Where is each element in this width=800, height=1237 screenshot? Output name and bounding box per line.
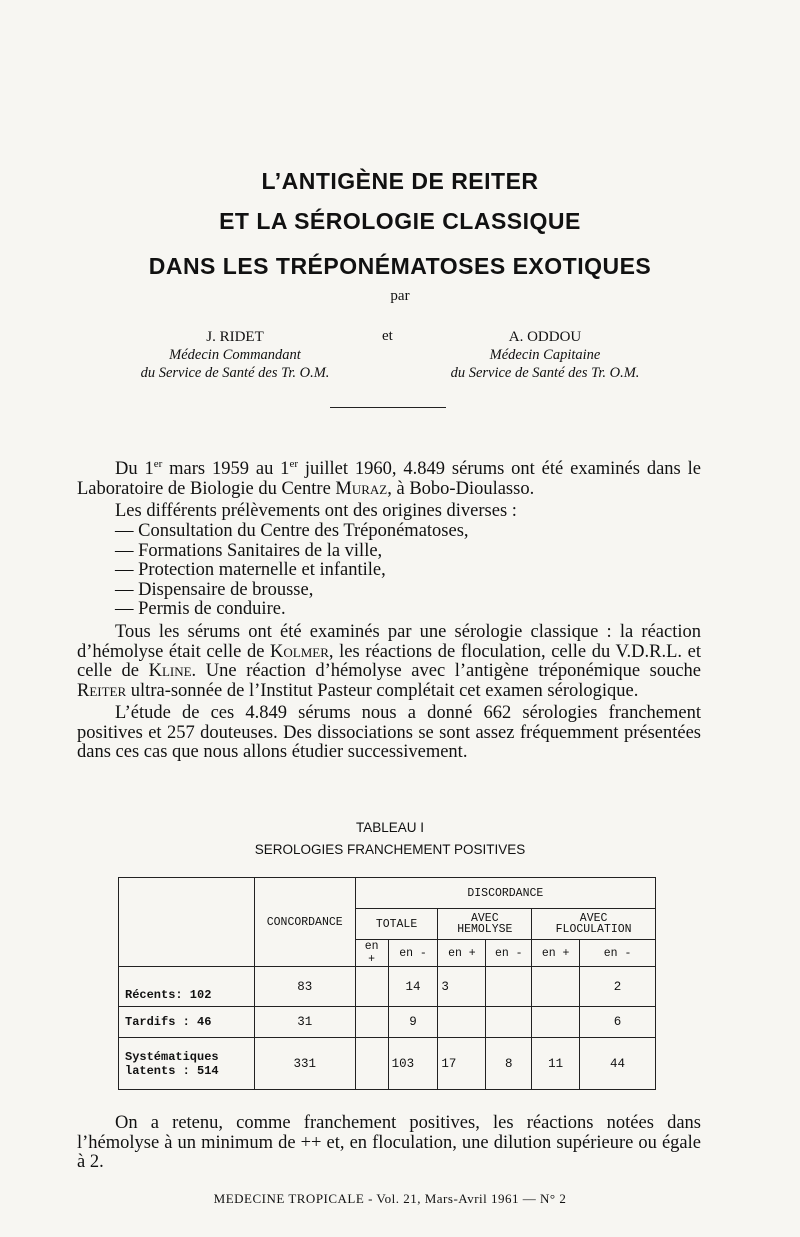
table-row <box>119 1038 656 1090</box>
article-body-after-table <box>77 1114 701 1173</box>
table-cell <box>438 1007 486 1038</box>
paragraph-5: On a retenu, comme franchement positives, les réactions notées dans l’hémolyse à un minimum de ++ et, en floculation, une dilution supérieure ou égale à 2. <box>77 1113 701 1173</box>
author-name: J. RIDET <box>206 329 264 345</box>
subheader-cell: en - <box>388 940 438 967</box>
subheader-cell: en + <box>532 940 580 967</box>
header-discordance: DISCORDANCE <box>355 878 655 909</box>
table-cell <box>532 967 580 1007</box>
concordance-cell: 331 <box>254 1038 355 1090</box>
table-cell: 11 <box>532 1038 580 1090</box>
table-cell <box>486 1007 532 1038</box>
paragraph-2: Les différents prélèvements ont des origines diverses : <box>115 501 517 522</box>
author-oddou <box>410 328 680 382</box>
author-affiliation: du Service de Santé des Tr. O.M. <box>140 365 330 381</box>
concordance-cell: 31 <box>254 1007 355 1038</box>
subheader-cell: en - <box>580 940 656 967</box>
list-item: — Permis de conduire. <box>115 599 286 620</box>
serology-table <box>118 877 656 1090</box>
paragraph-1: Du 1er mars 1959 au 1er juillet 1960, 4.849 sérums ont été examinés dans le Laboratoire de Biologie du Centre Muraz, à Bobo-Dioulasso. <box>77 458 701 499</box>
table-cell: 14 <box>388 967 438 1007</box>
byline-et: et <box>382 328 393 344</box>
row-label: Tardifs : 46 <box>119 1007 255 1038</box>
title-line-1: L’ANTIGÈNE DE REITER <box>261 168 539 194</box>
author-name: A. ODDOU <box>508 329 582 345</box>
header-avec-floculation: AVEC FLOCULATION <box>532 909 656 940</box>
author-role: Médecin Commandant <box>169 347 301 363</box>
author-ridet <box>110 328 360 382</box>
subheader-cell: en - <box>486 940 532 967</box>
article-body <box>77 455 701 763</box>
table-cell: 44 <box>580 1038 656 1090</box>
title-line-3: DANS LES TRÉPONÉMATOSES EXOTIQUES <box>148 253 652 279</box>
row-label: Récents: 102 <box>119 967 255 1007</box>
table-cell: 103 <box>388 1038 438 1090</box>
author-role: Médecin Capitaine <box>489 347 601 363</box>
title-line-2: ET LA SÉROLOGIE CLASSIQUE <box>219 208 581 234</box>
table-cell: 6 <box>580 1007 656 1038</box>
header-avec-hemolyse: AVEC HEMOLYSE <box>438 909 532 940</box>
table-row <box>119 967 656 1007</box>
table-cell: 8 <box>486 1038 532 1090</box>
table-cell <box>532 1007 580 1038</box>
paragraph-4: L’étude de ces 4.849 sérums nous a donné 662 sérologies franchement positives et 257 douteuses. Des dissociations se sont assez fréquemment présentées dans ces cas que nous allons étudier successivement. <box>77 703 701 763</box>
subheader-cell: en + <box>438 940 486 967</box>
row-label: Systématiques latents : 514 <box>119 1038 255 1090</box>
table-cell: 9 <box>388 1007 438 1038</box>
concordance-cell: 83 <box>254 967 355 1007</box>
table-cell: 2 <box>580 967 656 1007</box>
subheader-cell: en + <box>355 940 388 967</box>
list-item: — Protection maternelle et infantile, <box>115 560 386 581</box>
byline-par: par <box>390 288 410 304</box>
table-caption-number: TABLEAU I <box>355 820 425 835</box>
table-cell <box>355 1038 388 1090</box>
journal-footer: MEDECINE TROPICALE - Vol. 21, Mars-Avril 1961 — N° 2 <box>213 1191 567 1206</box>
table-cell <box>355 967 388 1007</box>
header-concordance: CONCORDANCE <box>254 878 355 967</box>
table-cell: 3 <box>438 967 486 1007</box>
list-item: — Dispensaire de brousse, <box>115 579 314 600</box>
header-totale: TOTALE <box>355 909 438 940</box>
list-item: — Consultation du Centre des Tréponématoses, <box>115 520 469 541</box>
origins-list <box>77 522 701 620</box>
paragraph-3: Tous les sérums ont été examinés par une sérologie classique : la réaction d’hémolyse était celle de Kolmer, les réactions de floculation, celle du V.D.R.L. et celle de Kline. Une réaction d’hémolyse avec l’antigène tréponémique souche Reiter ultra-sonnée de l’Institut Pasteur complétait cet examen sérologique. <box>77 621 702 701</box>
table-caption-title: SEROLOGIES FRANCHEMENT POSITIVES <box>254 842 526 857</box>
separator-rule <box>330 407 446 408</box>
table-cell: 17 <box>438 1038 486 1090</box>
table-cell <box>355 1007 388 1038</box>
table-row <box>119 1007 656 1038</box>
list-item: — Formations Sanitaires de la ville, <box>115 540 383 561</box>
table-corner-cell <box>119 878 255 967</box>
table-cell <box>486 967 532 1007</box>
author-affiliation: du Service de Santé des Tr. O.M. <box>450 365 640 381</box>
